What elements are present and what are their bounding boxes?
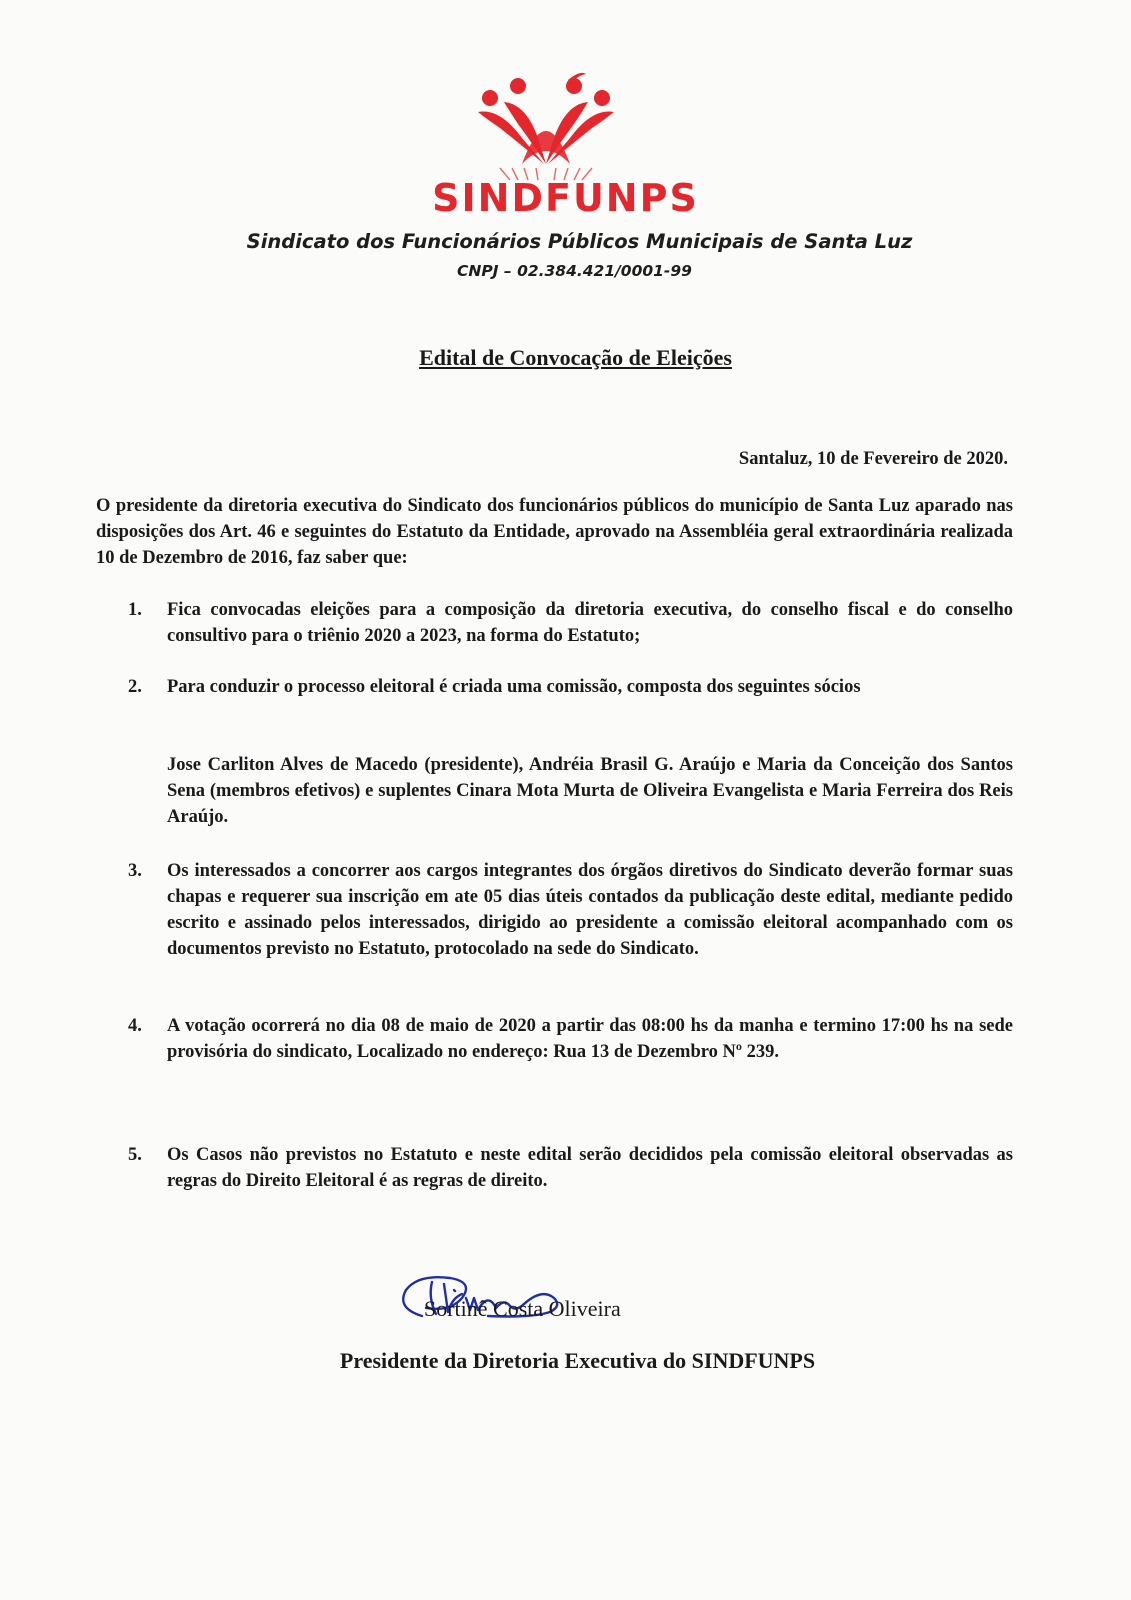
organization-name: Sindicato dos Funcionários Públicos Municipais de Santa Luz	[246, 230, 913, 253]
sindfunps-logo-icon	[460, 68, 630, 186]
item-number: 5.	[128, 1145, 142, 1165]
brand-name: SINDFUNPS	[432, 176, 699, 220]
item-number: 4.	[128, 1016, 142, 1036]
item-number: 1.	[128, 600, 142, 620]
list-item	[128, 597, 1013, 649]
item-text: Fica convocadas eleições para a composição da diretoria executiva, do conselho fiscal e do conselho consultivo para o triênio 2020 a 2023, na forma do Estatuto;	[167, 600, 1013, 646]
signer-role: Presidente da Diretoria Executiva do SINDFUNPS	[339, 1348, 816, 1373]
intro-paragraph: O presidente da diretoria executiva do Sindicato dos funcionários públicos do município de Santa Luz aparado nas disposições dos Art. 46 e seguintes do Estatuto da Entidade, aprovado na Assembléia geral extraordinária realizada 10 de Dezembro de 2016, faz saber que:	[96, 496, 1013, 568]
item-number: 3.	[128, 861, 142, 881]
list-item	[128, 1013, 1013, 1065]
place-date: Santaluz, 10 de Fevereiro de 2020.	[738, 449, 1008, 469]
list-item	[128, 674, 1013, 700]
item-number: 2.	[128, 677, 142, 697]
item-text: Para conduzir o processo eleitoral é criada uma comissão, composta dos seguintes sócios	[167, 677, 861, 697]
item-text: Os Casos não previstos no Estatuto e neste edital serão decididos pela comissão eleitoral observadas as regras do Direito Eleitoral é as regras de direito.	[167, 1145, 1013, 1191]
commission-members: Jose Carliton Alves de Macedo (presidente), Andréia Brasil G. Araújo e Maria da Conceição dos Santos Sena (membros efetivos) e suplentes Cinara Mota Murta de Oliveira Evangelista e Maria Ferreira dos Reis Araújo.	[167, 755, 1013, 827]
document-title: Edital de Convocação de Eleições	[419, 345, 732, 370]
cnpj-number: CNPJ – 02.384.421/0001-99	[457, 262, 692, 280]
signer-name: Sortinê Costa Oliveira	[424, 1296, 621, 1321]
list-item	[128, 1142, 1013, 1194]
item-text: Os interessados a concorrer aos cargos integrantes dos órgãos diretivos do Sindicato deverão formar suas chapas e requerer sua inscrição em ate 05 dias úteis contados da publicação deste edital, mediante pedido escrito e assinado pelos interessados, dirigido ao presidente a comissão eleitoral acompanhado com os documentos previsto no Estatuto, protocolado na sede do Sindicato.	[167, 861, 1013, 959]
item-text: A votação ocorrerá no dia 08 de maio de 2020 a partir das 08:00 hs da manha e termino 17:00 hs na sede provisória do sindicato, Localizado no endereço: Rua 13 de Dezembro Nº 239.	[167, 1016, 1013, 1062]
list-item	[128, 858, 1013, 962]
